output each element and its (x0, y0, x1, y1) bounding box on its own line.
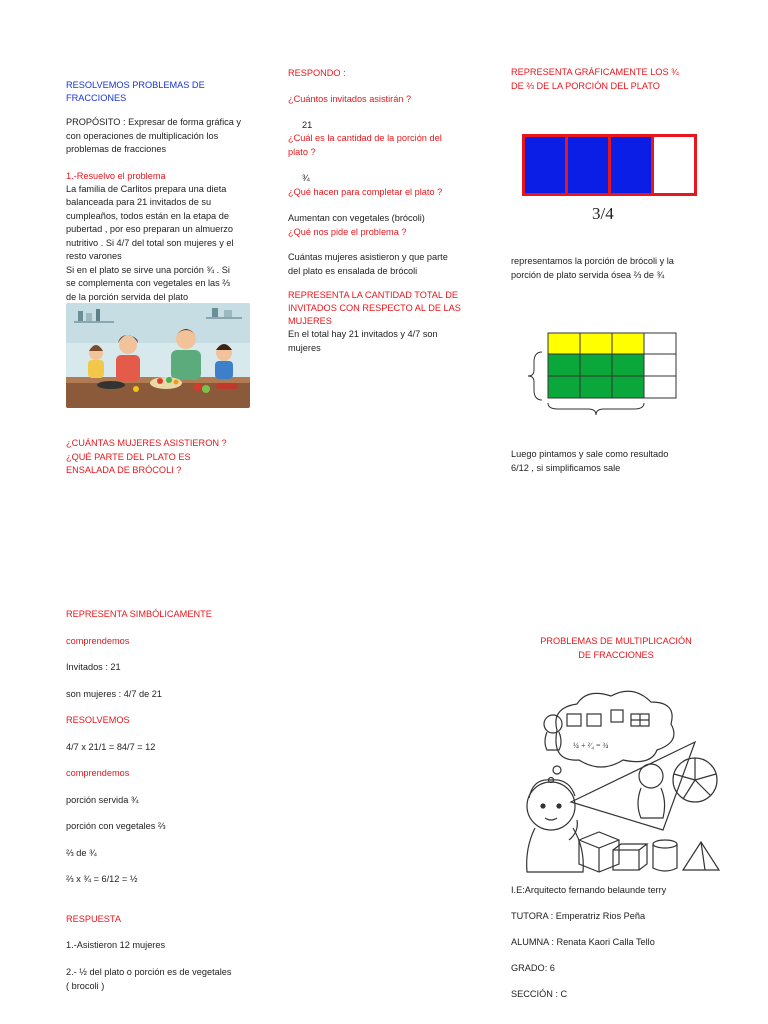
fraction-label: 3/4 (592, 204, 614, 223)
question-line: ENSALADA DE BRÓCOLI ? (66, 465, 182, 475)
family-cooking-illustration (66, 303, 250, 408)
col3-bottom-title-line: PROBLEMAS DE MULTIPLICACIÓN (540, 636, 692, 646)
seccion-line: SECCIÓN : C (511, 989, 568, 999)
problem-text (66, 183, 266, 305)
problem-line: La familia de Carlitos prepara una dieta (66, 183, 227, 194)
col3-bottom-title-line: DE FRACCIONES (578, 649, 654, 660)
calc-1: 4/7 x 21/1 = 84/7 = 12 (66, 742, 156, 752)
respondo-heading: RESPONDO : (288, 68, 346, 78)
grado-line: GRADO: 6 (511, 963, 555, 973)
respuesta-heading: RESPUESTA (66, 914, 121, 924)
represent-line: MUJERES (288, 316, 332, 326)
question-4: ¿Qué nos pide el problema ? (288, 227, 407, 237)
calc-2: ⅔ x ¾ = 6/12 = ½ (66, 874, 138, 884)
vegetales: porción con vegetales ⅔ (66, 821, 166, 831)
problem-line: de la porción servida del plato (66, 291, 189, 302)
question-2-line: ¿Cuál es la cantidad de la porción del (288, 133, 442, 143)
col3-title-line: DE ⅔ DE LA PORCIÓN DEL PLATO (511, 80, 660, 91)
question-line: ¿QUÉ PARTE DEL PLATO ES (66, 451, 191, 462)
tutora-line: TUTORA : Emperatriz Rios Peña (511, 911, 646, 921)
simb-heading: REPRESENTA SIMBÓLICAMENTE (66, 609, 212, 619)
result-line: 6/12 , si simplificamos sale (511, 463, 621, 473)
question-3: ¿Qué hacen para completar el plato ? (288, 187, 443, 197)
respuesta-2 (66, 966, 231, 993)
col2 (288, 66, 488, 355)
col3-result (511, 447, 721, 475)
col3-title-line: REPRESENTA GRÁFICAMENTE LOS ¾ (511, 67, 679, 77)
problem-line: Si en el plato se sirve una porción ¾ . Si (66, 264, 230, 275)
explain-line: porción de plato servida ósea ⅔ de ¾ (511, 270, 665, 280)
invitados: Invitados : 21 (66, 662, 121, 672)
answer-4 (288, 251, 488, 278)
answer-4-line: Cuántas mujeres asistieron y que parte (288, 252, 448, 262)
respuesta-2-line: ( brocoli ) (66, 980, 105, 991)
total-line: mujeres (288, 342, 321, 353)
problem-line: pubertad , por eso preparan un almuerzo (66, 224, 234, 234)
proposito: PROPÓSITO : Expresar de forma gráfica y con operaciones de multiplicación los problemas de fracciones (66, 117, 241, 154)
total-text (288, 328, 488, 355)
alumna-line: ALUMNA : Renata Kaori Calla Tello (511, 937, 655, 947)
explain-line: representamos la porción de brócoli y la (511, 256, 674, 266)
represent-line: REPRESENTA LA CANTIDAD TOTAL DE (288, 290, 459, 300)
problem-line: nutritivo . Si 4/7 del total son mujeres y el (66, 237, 234, 248)
problem-line: cumpleaños, todos están en la etapa de (66, 210, 229, 221)
question-line: ¿CUÁNTAS MUJERES ASISTIERON ? (66, 438, 227, 448)
fraction-grid-six-twelfths (512, 330, 692, 422)
resolvemos-heading: RESOLVEMOS (66, 715, 130, 725)
total-line: En el total hay 21 invitados y 4/7 son (288, 329, 438, 339)
problem-line: balanceada para 21 invitados de su (66, 197, 212, 207)
col1-questions (66, 437, 266, 478)
child-thinking-fractions-illustration (513, 690, 725, 878)
step1-heading: 1.-Resuelvo el problema (66, 170, 166, 181)
respuesta-1: 1.-Asistieron 12 mujeres (66, 940, 166, 950)
respuesta-2-line: 2.- ½ del plato o porción es de vegetales (66, 967, 232, 977)
col3-bottom-title (516, 635, 716, 662)
result-line: Luego pintamos y sale como resultado (511, 449, 669, 459)
comprendemos-1: comprendemos (66, 636, 130, 646)
svg-text:¼ + ²⁄₄ = ¾: ¼ + ²⁄₄ = ¾ (573, 741, 609, 750)
col3-explain (511, 254, 721, 282)
question-2-line: plato ? (288, 146, 316, 157)
answer-2: ¾ (302, 173, 310, 183)
mujeres: son mujeres : 4/7 de 21 (66, 689, 163, 699)
fraction-bar-three-quarters (522, 134, 698, 198)
problem-line: resto varones (66, 251, 122, 261)
comprendemos-2: comprendemos (66, 768, 130, 778)
question-1: ¿Cuántos invitados asistirán ? (288, 94, 412, 104)
col1 (66, 79, 266, 304)
represent-total-heading (288, 289, 488, 328)
answer-1: 21 (302, 120, 313, 130)
ie-line: I.E:Arquitecto fernando belaunde terry (511, 885, 667, 895)
dos-de: ⅔ de ¾ (66, 848, 97, 858)
represent-line: INVITADOS CON RESPECTO AL DE LAS (288, 303, 461, 313)
question-2 (288, 132, 488, 159)
problem-line: se complementa con vegetales en las ⅔ (66, 278, 230, 288)
col3-title (511, 66, 711, 93)
col1-title: RESOLVEMOS PROBLEMAS DE FRACCIONES (66, 80, 205, 103)
porcion: porción servida ¾ (66, 795, 139, 805)
answer-4-line: del plato es ensalada de brócoli (288, 265, 418, 276)
answer-3: Aumentan con vegetales (brócoli) (288, 213, 425, 223)
